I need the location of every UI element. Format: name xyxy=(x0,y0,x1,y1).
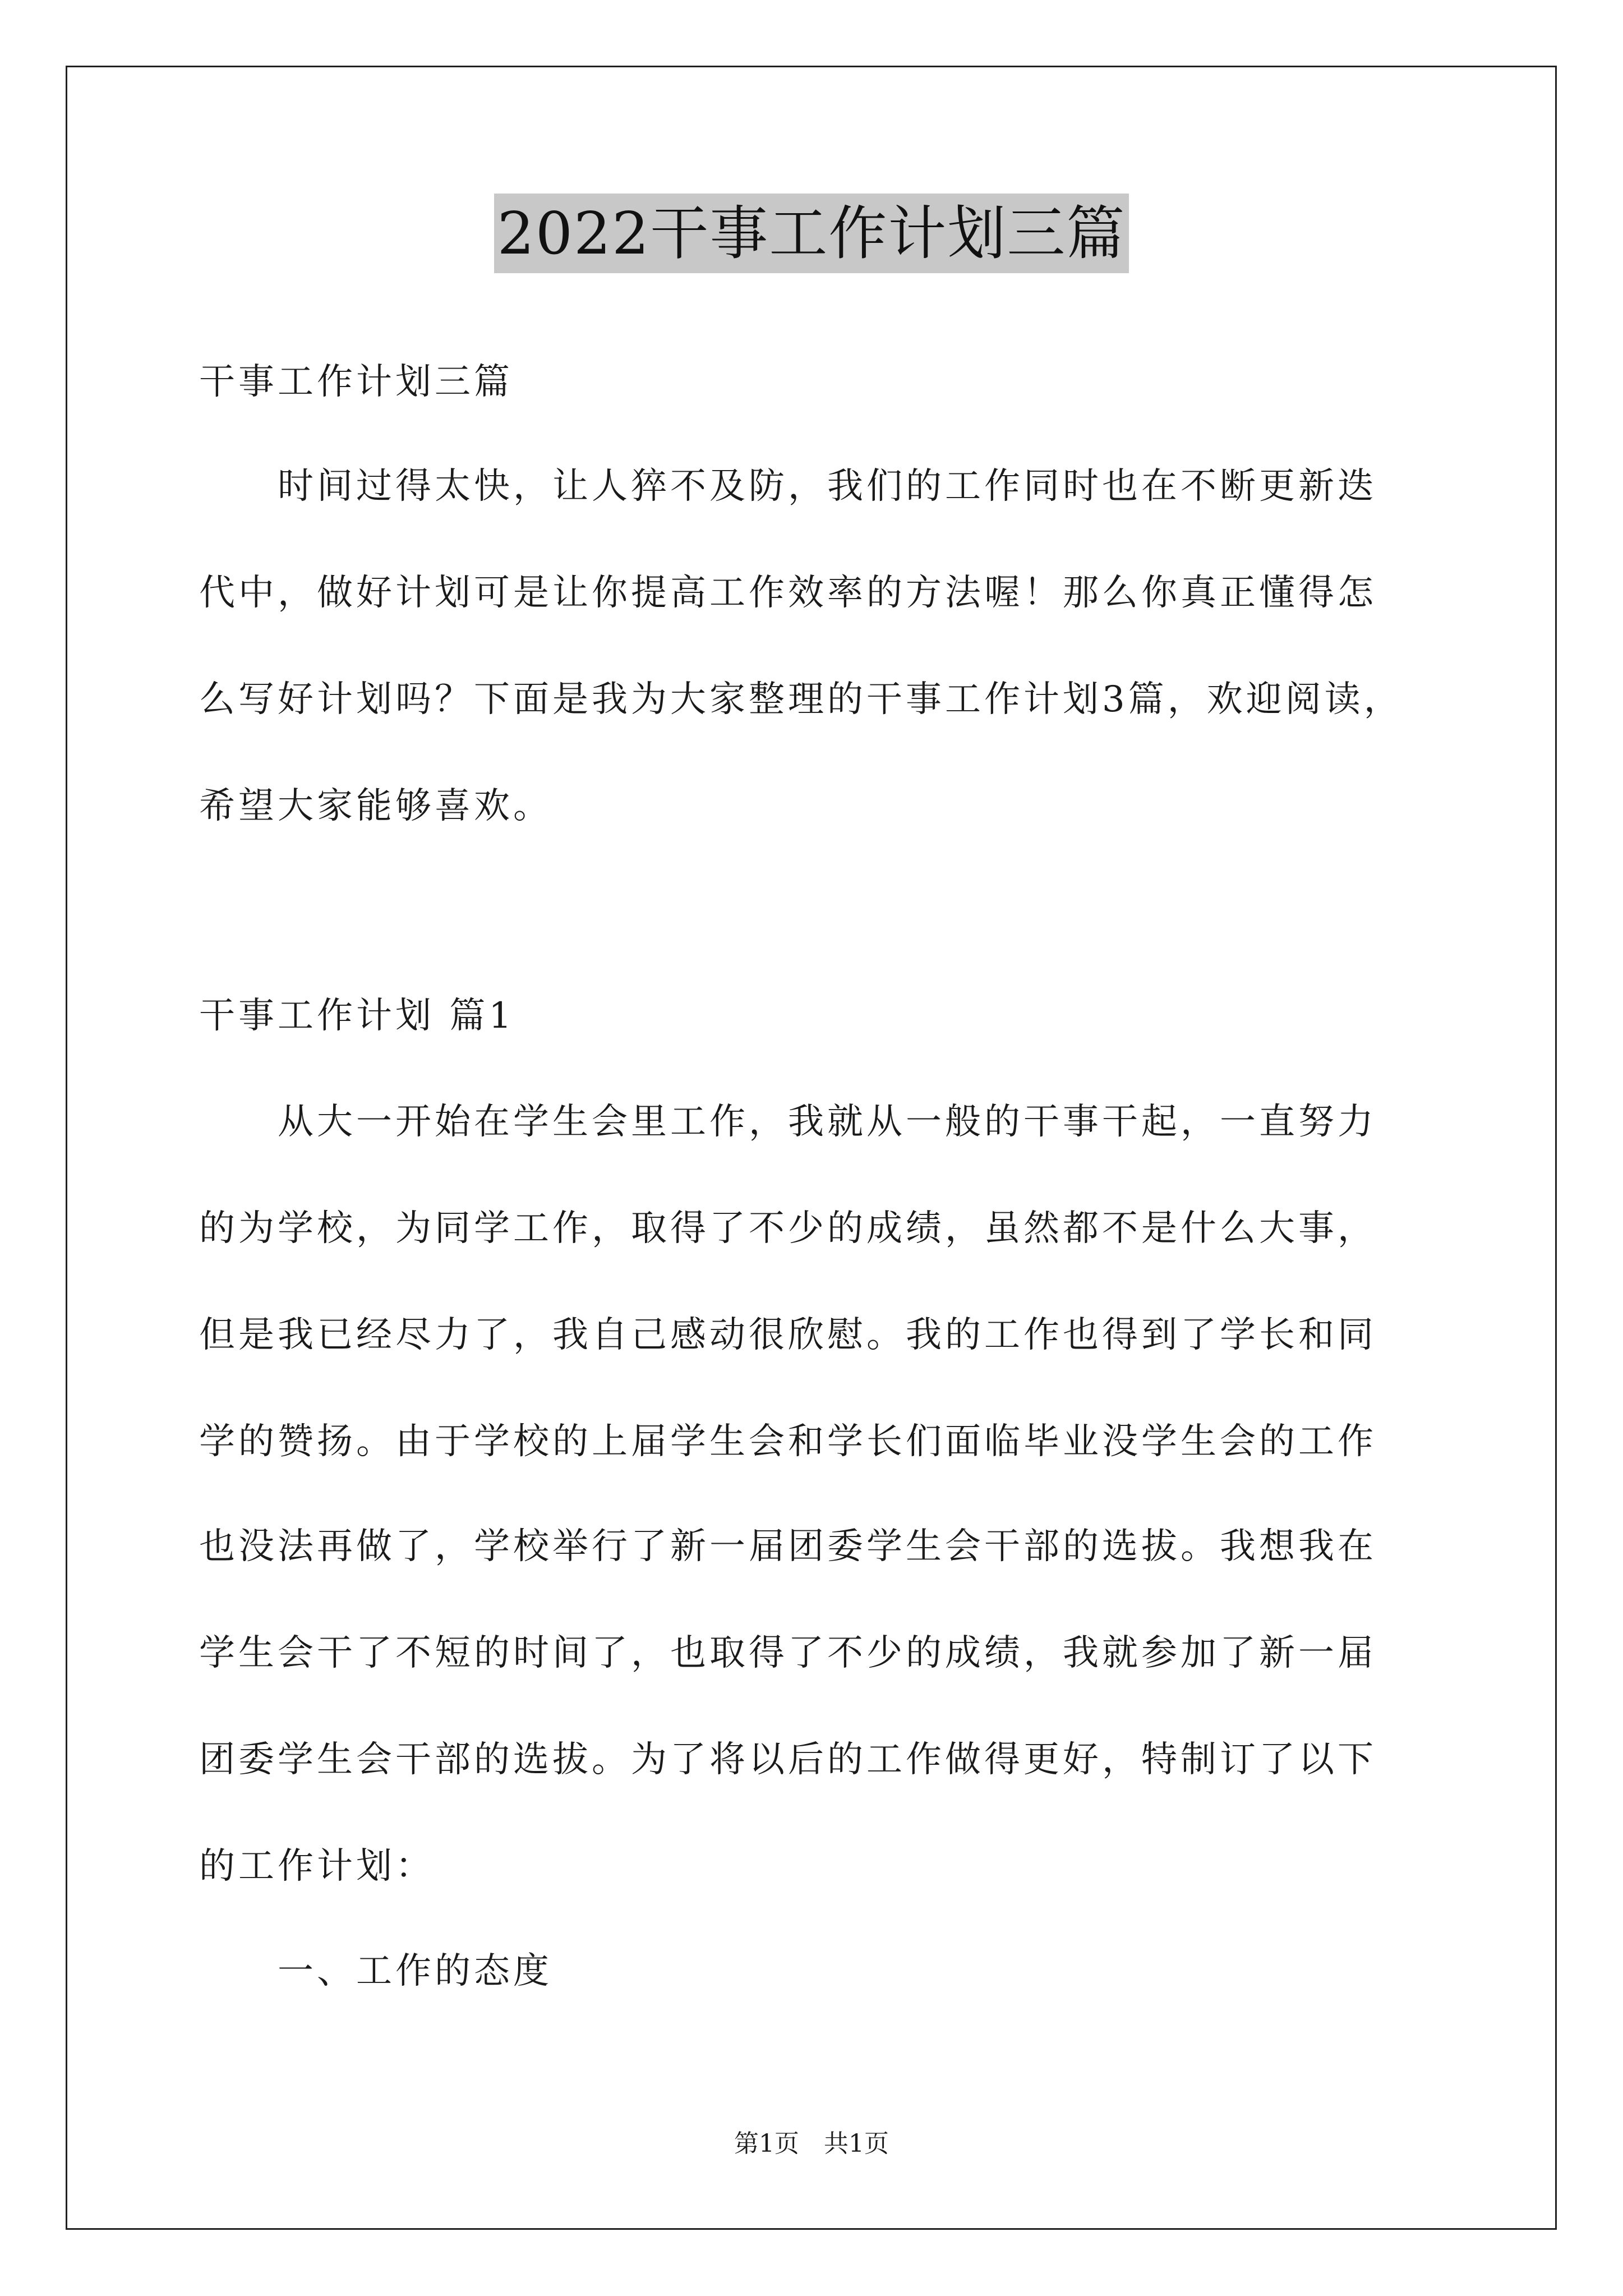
section1-line-6: 学生会干了不短的时间了，也取得了不少的成绩，我就参加了新一届 xyxy=(199,1632,1377,1674)
section1-line-7: 团委学生会干部的选拔。为了将以后的工作做得更好，特制订了以下 xyxy=(199,1739,1377,1780)
section1-line-4: 学的赞扬。由于学校的上届学生会和学长们面临毕业没学生会的工作 xyxy=(199,1421,1377,1462)
subsection-heading-1: 一、工作的态度 xyxy=(278,1950,552,1992)
page-total: 共1页 xyxy=(824,2129,889,2158)
section1-line-5: 也没法再做了，学校举行了新一届团委学生会干部的选拔。我想我在 xyxy=(199,1526,1377,1567)
section1-line-2: 的为学校，为同学工作，取得了不少的成绩，虽然都不是什么大事， xyxy=(199,1208,1377,1249)
subtitle-line: 干事工作计划三篇 xyxy=(199,361,513,403)
section1-line-1: 从大一开始在学生会里工作，我就从一般的干事干起，一直努力 xyxy=(278,1101,1377,1143)
title-container xyxy=(0,194,1623,273)
intro-line-3: 么写好计划吗？下面是我为大家整理的干事工作计划3篇，欢迎阅读， xyxy=(199,679,1403,720)
intro-line-1: 时间过得太快，让人猝不及防，我们的工作同时也在不断更新迭 xyxy=(278,466,1377,507)
page-footer xyxy=(0,2127,1623,2161)
document-title: 2022干事工作计划三篇 xyxy=(494,194,1129,273)
intro-line-2: 代中，做好计划可是让你提高工作效率的方法喔！那么你真正懂得怎 xyxy=(199,572,1377,614)
section-heading-1: 干事工作计划 篇1 xyxy=(199,995,515,1037)
section1-line-3: 但是我已经尽力了，我自己感动很欣慰。我的工作也得到了学长和同 xyxy=(199,1314,1377,1356)
page-number: 第1页 xyxy=(734,2129,799,2158)
intro-line-4: 希望大家能够喜欢。 xyxy=(199,785,552,827)
section1-line-8: 的工作计划： xyxy=(199,1846,435,1887)
